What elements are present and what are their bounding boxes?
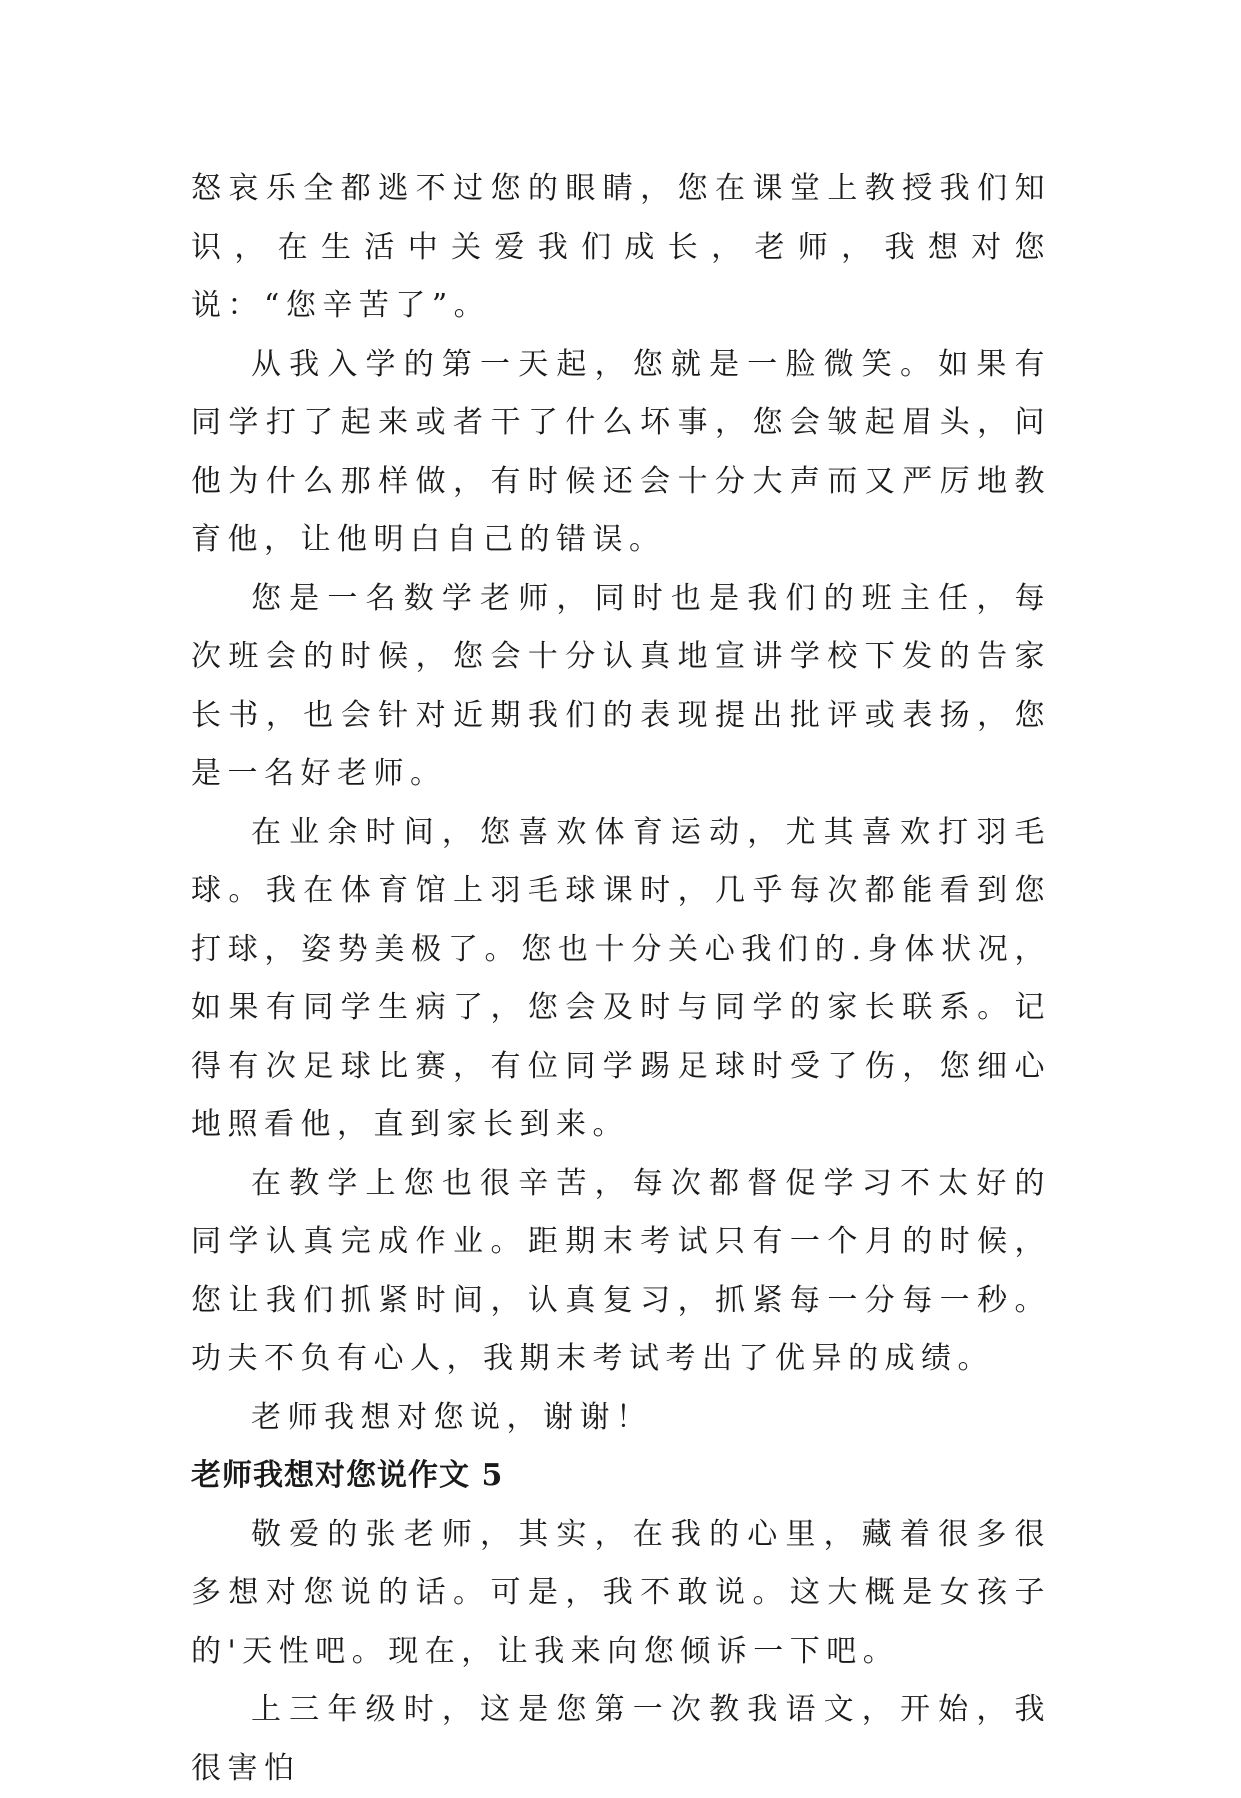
paragraph: 上三年级时，这是您第一次教我语文，开始，我很害怕 xyxy=(191,1692,1051,1786)
paragraph: 您是一名数学老师，同时也是我们的班主任，每次班会的时候，您会十分认真地宣讲学校下发的告家长书，也会针对近期我们的表现提出批评或表扬，您是一名好老师。 xyxy=(191,580,1051,791)
paragraph: 老师我想对您说，谢谢！ xyxy=(251,1399,653,1435)
paragraph: 在教学上您也很辛苦，每次都督促学习不太好的同学认真完成作业。距期末考试只有一个月的时候，您让我们抓紧时间，认真复习，抓紧每一分每一秒。功夫不负有心人，我期末考试考出了优异的成绩。 xyxy=(191,1165,1051,1376)
document-body xyxy=(191,160,1051,1798)
section-title: 老师我想对您说作文 5 xyxy=(191,1458,504,1493)
paragraph: 从我入学的第一天起，您就是一脸微笑。如果有同学打了起来或者干了什么坏事，您会皱起眉头，问他为什么那样做，有时候还会十分大声而又严厉地教育他，让他明白自己的错误。 xyxy=(191,346,1051,557)
paragraph: 敬爱的张老师，其实，在我的心里，藏着很多很多想对您说的话。可是，我不敢说。这大概是女孩子的'天性吧。现在，让我来向您倾诉一下吧。 xyxy=(191,1516,1051,1669)
paragraph: 在业余时间，您喜欢体育运动，尤其喜欢打羽毛球。我在体育馆上羽毛球课时，几乎每次都能看到您打球，姿势美极了。您也十分关心我们的.身体状况，如果有同学生病了，您会及时与同学的家长联系。记得有次足球比赛，有位同学踢足球时受了伤，您细心地照看他，直到家长到来。 xyxy=(191,814,1051,1142)
paragraph: 怒哀乐全都逃不过您的眼睛，您在课堂上教授我们知识，在生活中关爱我们成长，老师，我想对您说：“您辛苦了”。 xyxy=(191,171,1051,323)
